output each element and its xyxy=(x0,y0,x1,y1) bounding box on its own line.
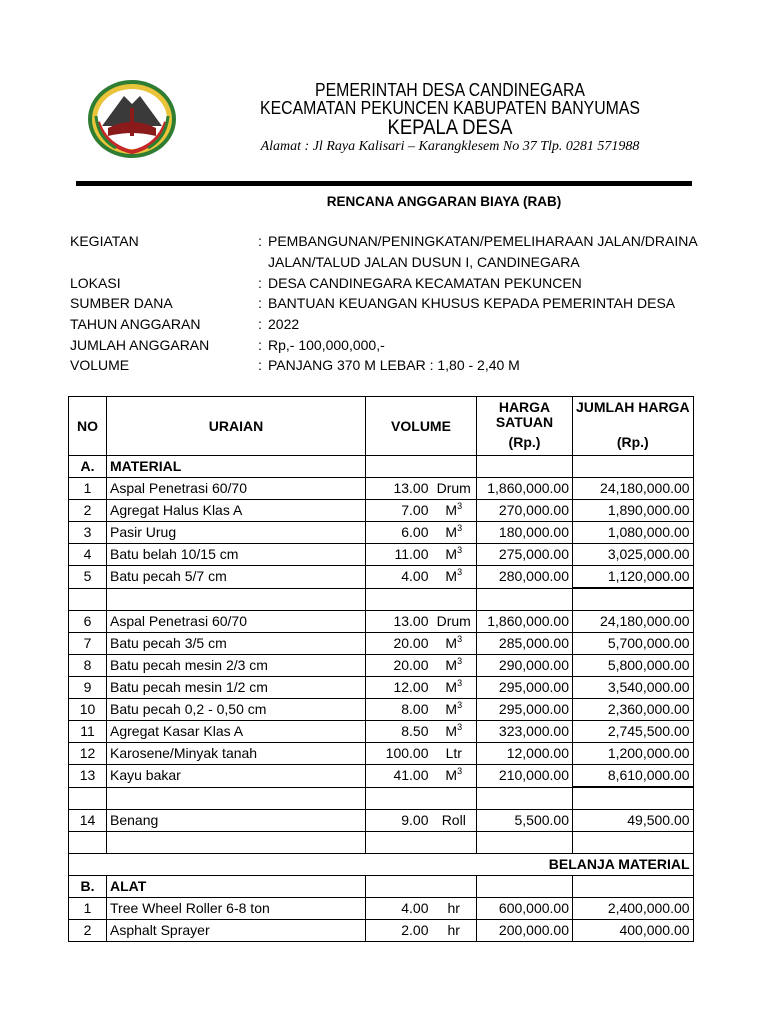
row-no: 7 xyxy=(69,633,107,655)
header-line-2: KECAMATAN PEKUNCEN KABUPATEN BANYUMAS xyxy=(260,98,640,118)
table-row xyxy=(69,920,694,942)
row-qty: 11.00 xyxy=(366,544,432,566)
table-row xyxy=(69,522,694,544)
row-uraian: Aspal Penetrasi 60/70 xyxy=(107,478,366,500)
row-qty: 6.00 xyxy=(366,522,432,544)
header-uraian: URAIAN xyxy=(107,397,366,456)
row-qty: 4.00 xyxy=(366,566,432,589)
section-a-row xyxy=(69,456,694,478)
row-jumlah: 24,180,000.00 xyxy=(573,478,694,500)
empty-cell xyxy=(107,787,366,810)
empty-cell xyxy=(69,787,107,810)
table-row xyxy=(69,721,694,743)
empty-cell xyxy=(69,588,107,611)
row-no: 12 xyxy=(69,743,107,765)
table-row xyxy=(69,765,694,788)
row-uraian: Agregat Halus Klas A xyxy=(107,500,366,522)
info-value: PEMBANGUNAN/PENINGKATAN/PEMELIHARAAN JALAN/DRAINA xyxy=(268,233,698,249)
row-harga: 12,000.00 xyxy=(477,743,573,765)
row-uraian: Agregat Kasar Klas A xyxy=(107,721,366,743)
row-no: 6 xyxy=(69,611,107,633)
row-harga: 180,000.00 xyxy=(477,522,573,544)
row-uraian: Tree Wheel Roller 6-8 ton xyxy=(107,898,366,920)
row-qty: 20.00 xyxy=(366,655,432,677)
row-no: 2 xyxy=(69,500,107,522)
info-label: LOKASI xyxy=(70,275,121,291)
info-label: KEGIATAN xyxy=(70,233,139,249)
empty-row xyxy=(69,588,694,611)
row-harga: 290,000.00 xyxy=(477,655,573,677)
empty-cell xyxy=(366,876,477,898)
row-jumlah: 3,025,000.00 xyxy=(573,544,694,566)
table-row xyxy=(69,566,694,589)
row-no: 1 xyxy=(69,898,107,920)
row-uraian: Aspal Penetrasi 60/70 xyxy=(107,611,366,633)
row-jumlah: 5,800,000.00 xyxy=(573,655,694,677)
empty-cell xyxy=(573,876,694,898)
empty-cell xyxy=(573,832,694,854)
table-row xyxy=(69,655,694,677)
row-uraian: Pasir Urug xyxy=(107,522,366,544)
row-harga: 200,000.00 xyxy=(477,920,573,942)
empty-row xyxy=(69,832,694,854)
row-uraian: Batu pecah mesin 2/3 cm xyxy=(107,655,366,677)
empty-cell xyxy=(107,588,366,611)
row-no: 8 xyxy=(69,655,107,677)
row-unit: Drum xyxy=(432,611,477,633)
row-qty: 8.00 xyxy=(366,699,432,721)
empty-cell xyxy=(477,832,573,854)
header-volume: VOLUME xyxy=(366,397,477,456)
table-row xyxy=(69,633,694,655)
row-unit: $M^3$ xyxy=(432,765,477,788)
row-unit: Drum xyxy=(432,478,477,500)
document-title: RENCANA ANGGARAN BIAYA (RAB) xyxy=(326,194,562,209)
table-row xyxy=(69,743,694,765)
table-header-row xyxy=(69,397,694,456)
row-no: 4 xyxy=(69,544,107,566)
row-no: 11 xyxy=(69,721,107,743)
row-harga: 280,000.00 xyxy=(477,566,573,589)
row-harga: 600,000.00 xyxy=(477,898,573,920)
row-jumlah: 49,500.00 xyxy=(573,810,694,832)
row-harga: 275,000.00 xyxy=(477,544,573,566)
rab-table xyxy=(68,396,694,942)
row-unit: $M^3$ xyxy=(432,677,477,699)
row-qty: 13.00 xyxy=(366,478,432,500)
row-harga: 210,000.00 xyxy=(477,765,573,788)
row-qty: 13.00 xyxy=(366,611,432,633)
table-row xyxy=(69,898,694,920)
info-value: DESA CANDINEGARA KECAMATAN PEKUNCEN xyxy=(268,275,582,291)
row-unit: $M^3$ xyxy=(432,655,477,677)
row-no: 3 xyxy=(69,522,107,544)
header-divider xyxy=(76,181,692,186)
row-uraian: Benang xyxy=(107,810,366,832)
empty-cell xyxy=(107,832,366,854)
row-qty: 12.00 xyxy=(366,677,432,699)
table-row xyxy=(69,500,694,522)
row-harga: 270,000.00 xyxy=(477,500,573,522)
row-uraian: Karosene/Minyak tanah xyxy=(107,743,366,765)
section-code: A. xyxy=(69,456,107,478)
empty-cell xyxy=(366,456,477,478)
empty-cell xyxy=(477,876,573,898)
info-label: JUMLAH ANGGARAN xyxy=(70,337,210,353)
row-unit: $M^3$ xyxy=(432,522,477,544)
table-row xyxy=(69,478,694,500)
row-uraian: Batu belah 10/15 cm xyxy=(107,544,366,566)
row-unit: $M^3$ xyxy=(432,633,477,655)
row-no: 2 xyxy=(69,920,107,942)
info-value: 2022 xyxy=(268,316,300,332)
header-jumlah-harga xyxy=(573,397,694,456)
row-harga: 285,000.00 xyxy=(477,633,573,655)
empty-cell xyxy=(366,832,477,854)
empty-cell xyxy=(477,456,573,478)
row-jumlah: 1,080,000.00 xyxy=(573,522,694,544)
row-uraian: Batu pecah 0,2 - 0,50 cm xyxy=(107,699,366,721)
row-jumlah: 400,000.00 xyxy=(573,920,694,942)
row-harga: 1,860,000.00 xyxy=(477,478,573,500)
header-jumlah-unit: (Rp.) xyxy=(616,434,649,450)
empty-cell xyxy=(477,787,573,810)
row-unit: hr xyxy=(432,920,477,942)
table-row xyxy=(69,544,694,566)
row-qty: 2.00 xyxy=(366,920,432,942)
row-uraian: Batu pecah 3/5 cm xyxy=(107,633,366,655)
row-no: 13 xyxy=(69,765,107,788)
row-qty: 9.00 xyxy=(366,810,432,832)
empty-cell xyxy=(366,787,477,810)
row-uraian: Kayu bakar xyxy=(107,765,366,788)
row-no: 5 xyxy=(69,566,107,589)
empty-cell xyxy=(477,588,573,611)
row-qty: 20.00 xyxy=(366,633,432,655)
row-no: 10 xyxy=(69,699,107,721)
info-value: JALAN/TALUD JALAN DUSUN I, CANDINEGARA xyxy=(268,254,580,270)
row-qty: 41.00 xyxy=(366,765,432,788)
info-colon: : xyxy=(258,233,262,249)
row-jumlah: 2,400,000.00 xyxy=(573,898,694,920)
header-line-1: PEMERINTAH DESA CANDINEGARA xyxy=(315,80,585,100)
row-qty: 4.00 xyxy=(366,898,432,920)
table-row xyxy=(69,699,694,721)
row-unit: $M^3$ xyxy=(432,721,477,743)
info-colon: : xyxy=(258,295,262,311)
belanja-material-label: BELANJA MATERIAL xyxy=(69,854,694,876)
row-jumlah: 2,360,000.00 xyxy=(573,699,694,721)
empty-cell xyxy=(366,588,477,611)
info-label: VOLUME xyxy=(70,357,130,373)
header-harga-satuan xyxy=(477,397,573,456)
row-harga: 1,860,000.00 xyxy=(477,611,573,633)
row-unit: hr xyxy=(432,898,477,920)
row-jumlah: 1,120,000.00 xyxy=(573,566,694,589)
row-jumlah: 8,610,000.00 xyxy=(573,765,694,788)
row-jumlah: 24,180,000.00 xyxy=(573,611,694,633)
table-row xyxy=(69,677,694,699)
section-name: MATERIAL xyxy=(107,456,366,478)
empty-cell xyxy=(573,787,694,810)
info-colon: : xyxy=(258,337,262,353)
section-code: B. xyxy=(69,876,107,898)
row-unit: $M^3$ xyxy=(432,699,477,721)
header-harga-line2: SATUAN xyxy=(495,414,554,430)
info-label: TAHUN ANGGARAN xyxy=(70,316,201,332)
info-value: Rp,- 100,000,000,- xyxy=(268,337,385,353)
row-uraian: Batu pecah 5/7 cm xyxy=(107,566,366,589)
section-b-row xyxy=(69,876,694,898)
empty-row xyxy=(69,787,694,810)
row-uraian: Asphalt Sprayer xyxy=(107,920,366,942)
row-no: 9 xyxy=(69,677,107,699)
table-row xyxy=(69,810,694,832)
section-name: ALAT xyxy=(107,876,366,898)
info-value: PANJANG 370 M LEBAR : 1,80 - 2,40 M xyxy=(268,357,520,373)
info-value: BANTUAN KEUANGAN KHUSUS KEPADA PEMERINTAH DESA xyxy=(268,295,676,311)
header-address: Alamat : Jl Raya Kalisari – Karangklesem No 37 Tlp. 0281 571988 xyxy=(260,139,640,154)
row-harga: 5,500.00 xyxy=(477,810,573,832)
row-no: 14 xyxy=(69,810,107,832)
row-harga: 295,000.00 xyxy=(477,699,573,721)
header-line-3: KEPALA DESA xyxy=(387,116,513,139)
header-jumlah-label: JUMLAH HARGA xyxy=(576,399,690,415)
empty-cell xyxy=(573,456,694,478)
row-jumlah: 1,890,000.00 xyxy=(573,500,694,522)
row-harga: 295,000.00 xyxy=(477,677,573,699)
row-jumlah: 1,200,000.00 xyxy=(573,743,694,765)
row-unit: Ltr xyxy=(432,743,477,765)
header-no: NO xyxy=(69,397,107,456)
header-harga-line1: HARGA xyxy=(498,399,551,415)
row-jumlah: 3,540,000.00 xyxy=(573,677,694,699)
row-qty: 7.00 xyxy=(366,500,432,522)
row-unit: $M^3$ xyxy=(432,566,477,589)
row-unit: $M^3$ xyxy=(432,500,477,522)
row-uraian: Batu pecah mesin 1/2 cm xyxy=(107,677,366,699)
belanja-material-row xyxy=(69,854,694,876)
row-unit: Roll xyxy=(432,810,477,832)
info-colon: : xyxy=(258,316,262,332)
header-harga-unit: (Rp.) xyxy=(508,434,541,450)
info-label: SUMBER DANA xyxy=(70,295,173,311)
row-qty: 8.50 xyxy=(366,721,432,743)
row-jumlah: 2,745,500.00 xyxy=(573,721,694,743)
row-unit: $M^3$ xyxy=(432,544,477,566)
row-harga: 323,000.00 xyxy=(477,721,573,743)
empty-cell xyxy=(69,832,107,854)
info-colon: : xyxy=(258,275,262,291)
row-jumlah: 5,700,000.00 xyxy=(573,633,694,655)
table-row xyxy=(69,611,694,633)
info-colon: : xyxy=(258,357,262,373)
row-qty: 100.00 xyxy=(366,743,432,765)
empty-cell xyxy=(573,588,694,611)
row-no: 1 xyxy=(69,478,107,500)
